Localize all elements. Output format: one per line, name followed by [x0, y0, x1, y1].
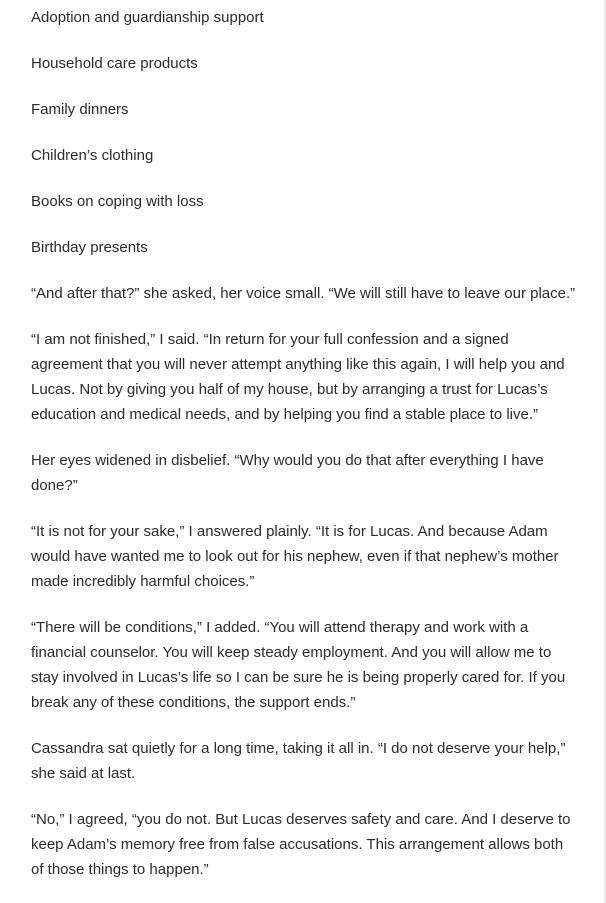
list-item: Birthday presents: [31, 239, 148, 256]
paragraph: Her eyes widened in disbelief. “Why would you do that after everything I have done?”: [31, 452, 544, 494]
list-item: Adoption and guardianship support: [31, 9, 264, 26]
paragraph: “I am not finished,” I said. “In return for your full confession and a signed agreement that you will never attempt anything like this again, I will help you and Lucas. Not by giving you half of my house, but by arranging a trust for Lucas’s education and medical needs, and by helping you find a stable place to live.”: [31, 331, 565, 423]
list-item: Books on coping with loss: [31, 193, 204, 210]
paragraph: “No,” I agreed, “you do not. But Lucas deserves safety and care. And I deserve to keep Adam’s memory free from false accusations. This arrangement allows both of those things to happen.”: [31, 811, 571, 878]
list-item: Family dinners: [31, 101, 129, 118]
list-item: Household care products: [31, 55, 198, 72]
paragraph: “It is not for your sake,” I answered plainly. “It is for Lucas. And because Adam would have wanted me to look out for his nephew, even if that nephew’s mother made incredibly harmful choices.”: [31, 523, 559, 590]
paragraph: Cassandra sat quietly for a long time, taking it all in. “I do not deserve your help,” she said at last.: [31, 740, 566, 782]
list-item: Children’s clothing: [31, 147, 154, 164]
article-body: [31, 0, 576, 882]
paragraph: “There will be conditions,” I added. “You will attend therapy and work with a financial counselor. You will keep steady employment. And you will allow me to stay involved in Lucas’s life so I can be sure he is being properly cared for. If you break any of these conditions, the support ends.”: [31, 619, 566, 711]
paragraph: “And after that?” she asked, her voice small. “We will still have to leave our place.”: [31, 285, 576, 302]
